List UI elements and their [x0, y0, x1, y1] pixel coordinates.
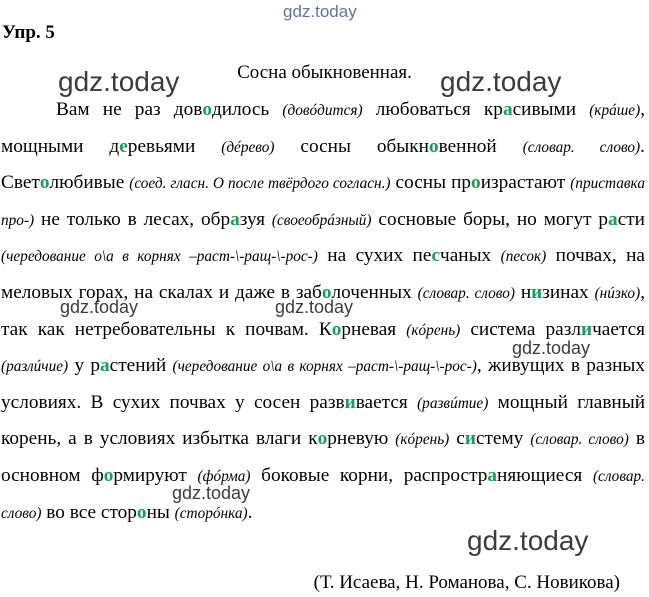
spelling-note: (дéрево) [221, 138, 275, 156]
text-segment: . [247, 501, 253, 523]
spelling-note: (фóрма) [197, 467, 251, 485]
text-segment: у р [68, 355, 101, 377]
text-segment: н [514, 281, 532, 303]
spelling-note: (соед. гласн. О после твёрдого согласн.) [129, 175, 391, 193]
text-segment: лоченных [331, 281, 418, 303]
spelling-note: (словар. слово) [522, 138, 641, 156]
spelling-note: (чередование о\а в корнях –раст-\-ращ-\-рос-) [1, 248, 318, 266]
spelling-note: (крáше) [589, 102, 641, 119]
text-segment: любивые [49, 172, 130, 194]
text-segment: венной [438, 135, 523, 157]
spelling-note: (словар. слово) [530, 431, 629, 449]
watermark: gdz.today [275, 297, 354, 317]
highlighted-letter: о [103, 464, 114, 486]
spelling-note: (песок) [500, 248, 547, 266]
text-segment: сивыми [512, 99, 590, 120]
watermark: gdz.today [283, 2, 357, 21]
spelling-note: (словар. слово) [1, 467, 645, 522]
text-segment: , мощными д [1, 99, 646, 157]
spelling-note: (сторóнка) [174, 504, 248, 522]
text-segment: рневую [327, 428, 396, 450]
text-segment: рневая [341, 318, 407, 340]
text-segment: стений [109, 355, 173, 377]
watermark: gdz.today [440, 66, 562, 97]
text-segment: , так как нетребовательны к почвам. К [1, 281, 646, 340]
spelling-note: (разлúчие) [1, 358, 69, 376]
text-segment: не только в лесах, обр [34, 208, 231, 230]
text-segment: зуя [239, 208, 272, 230]
highlighted-letter: а [502, 99, 513, 120]
text-segment: сосны обыкн [274, 135, 429, 157]
exercise-title: Упр. 5 [2, 22, 55, 43]
watermark: gdz.today [172, 483, 251, 503]
highlighted-letter: о [428, 135, 439, 157]
spelling-note: (развúтие) [417, 394, 489, 412]
text-segment: стему [475, 428, 531, 450]
text-segment: дилось [211, 99, 283, 120]
text-segment: . Свет [1, 135, 645, 194]
highlighted-letter: а [487, 464, 498, 486]
watermark: gdz.today [512, 338, 591, 358]
text-segment: ревьями [127, 135, 222, 157]
highlighted-letter: о [471, 172, 481, 194]
highlighted-letter: о [321, 281, 332, 303]
highlighted-letter: и [344, 391, 356, 413]
watermark: gdz.today [60, 297, 139, 317]
text-segment: во все стор [41, 501, 137, 523]
text-segment: боковые корни, распростр [250, 464, 488, 486]
watermark: gdz.today [467, 525, 589, 556]
text-segment: на сухих пе [317, 245, 432, 267]
text-segment: сосны пр [390, 172, 472, 194]
text-segment: , живущих в разных условиях. В сухих почвах у сосен разв [1, 355, 645, 413]
text-heading: Сосна обыкновенная. [237, 62, 412, 83]
spelling-note: (словар. слово) [417, 284, 515, 302]
highlighted-letter: о [331, 318, 342, 340]
highlighted-letter: о [136, 501, 147, 523]
text-segment: сосновые боры, но могут р [371, 208, 609, 230]
text-segment: вается [355, 391, 418, 413]
highlighted-letter: а [230, 208, 240, 230]
text-segment: чаных [440, 245, 501, 267]
text-segment: чается [592, 318, 645, 340]
highlighted-letter: и [464, 428, 476, 450]
highlighted-letter: и [531, 281, 543, 303]
highlighted-letter: о [317, 428, 328, 450]
highlighted-letter: и [580, 318, 593, 340]
spelling-note: (приставка про-) [1, 175, 645, 229]
text-segment: израстают [480, 172, 571, 194]
author-attribution: (Т. Исаева, Н. Романова, С. Новикова) [313, 572, 620, 593]
watermark: gdz.today [58, 66, 180, 97]
spelling-note: (своеобрáзный) [271, 211, 372, 229]
highlighted-letter: о [202, 99, 212, 120]
text-segment: любоваться кр [362, 99, 503, 120]
highlighted-letter: е [119, 135, 128, 157]
spelling-note: (нúзко) [594, 284, 641, 302]
spelling-note: (чередование о\а в корнях –раст-\-ращ-\-рос-) [172, 358, 477, 376]
highlighted-letter: а [100, 355, 110, 377]
text-segment: ны [146, 501, 175, 523]
text-segment: в основном ф [1, 428, 645, 486]
text-segment: система разл [460, 318, 581, 340]
text-segment: сти [617, 208, 645, 230]
text-segment: зинах [542, 281, 595, 303]
spelling-note: (довóдится) [282, 102, 363, 119]
text-segment: мощный главный корень, а в условиях избытка влаги к [1, 391, 646, 450]
text-segment: няющиеся [497, 464, 593, 486]
highlighted-letter: с [431, 245, 440, 267]
spelling-note: (кóрень) [395, 431, 450, 449]
highlighted-letter: о [39, 172, 50, 194]
highlighted-letter: а [608, 208, 618, 230]
text-segment: Вам не раз дов [56, 99, 203, 120]
spelling-note: (кóрень) [406, 321, 461, 339]
text-segment: рмируют [113, 464, 198, 486]
text-segment: с [449, 428, 465, 450]
text-segment: почвах, на меловых горах, на скалах и даже в заб [1, 245, 645, 303]
